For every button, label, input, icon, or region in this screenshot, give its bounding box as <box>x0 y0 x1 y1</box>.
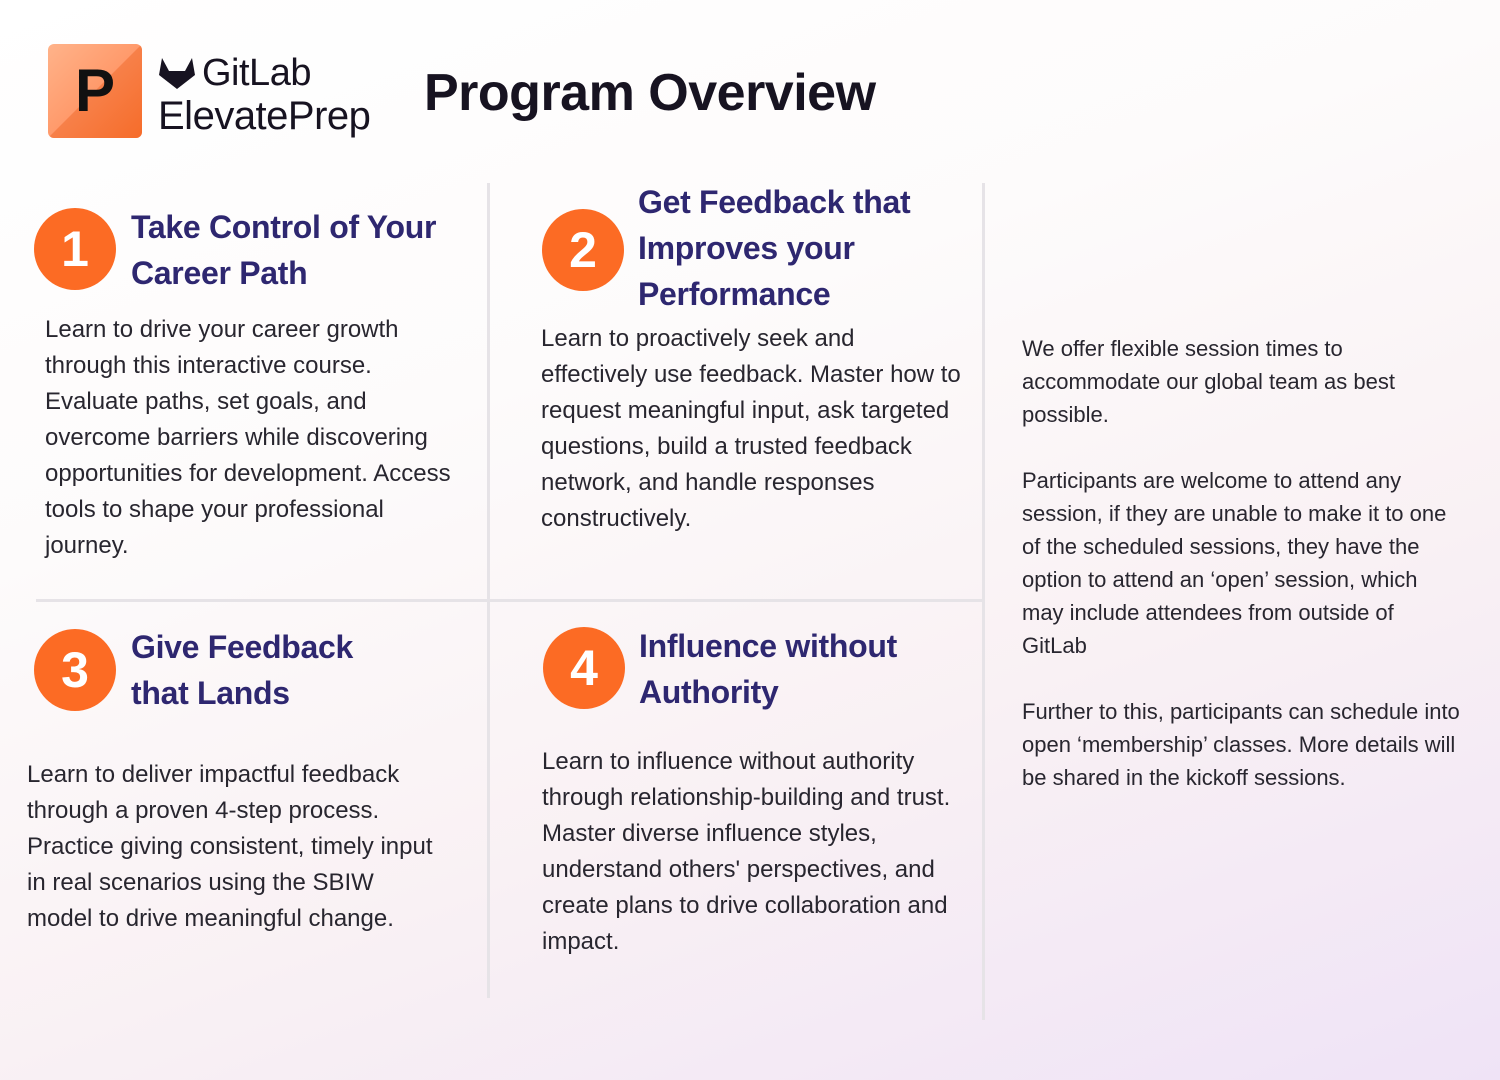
brand-name: GitLab <box>202 52 311 94</box>
card-title: Take Control of Your Career Path <box>131 209 437 291</box>
card-description: Learn to proactively seek and effectively use feedback. Master how to request meaningful input, ask targeted questions, build a trusted feedback network, and handle responses constructively. <box>541 325 961 532</box>
card-title: Get Feedback that Improves your Performance <box>638 184 911 312</box>
column-divider-left <box>487 183 490 998</box>
note-paragraph: We offer flexible session times to accommodate our global team as best possible. <box>1022 336 1395 427</box>
gitlab-tanuki-icon <box>158 56 196 90</box>
brand-wordmark <box>158 52 370 138</box>
card-description: Learn to drive your career growth through this interactive course. Evaluate paths, set goals, and overcome barriers while discovering opportunities for development. Access tools to shape your professional journey. <box>45 316 451 559</box>
product-name: ElevatePrep <box>158 94 371 138</box>
note-paragraph: Further to this, participants can schedule into open ‘membership’ classes. More details will be shared in the kickoff sessions. <box>1022 699 1460 790</box>
logo-letter: P <box>74 57 116 124</box>
card-description: Learn to deliver impactful feedback through a proven 4-step process. Practice giving consistent, timely input in real scenarios using the SBIW model to drive meaningful change. <box>27 761 433 932</box>
elevateprep-logo <box>48 44 142 138</box>
row-divider <box>36 599 982 602</box>
step-number-badge: 1 <box>34 208 116 290</box>
scheduling-note <box>1022 332 1462 827</box>
note-paragraph: Participants are welcome to attend any session, if they are unable to make it to one of the scheduled sessions, they have the option to attend an ‘open’ session, which may include attendees from outside of GitLab <box>1022 468 1447 658</box>
card-title: Give Feedback that Lands <box>131 629 353 711</box>
step-number-badge: 2 <box>542 209 624 291</box>
step-number-badge: 4 <box>543 627 625 709</box>
column-divider-right <box>982 183 985 1020</box>
step-number-badge: 3 <box>34 629 116 711</box>
card-description: Learn to influence without authority through relationship-building and trust. Master diverse influence styles, understand others' perspectives, and create plans to drive collaboration and impact. <box>542 748 951 955</box>
card-title: Influence without Authority <box>639 628 897 710</box>
page-title: Program Overview <box>424 64 876 122</box>
